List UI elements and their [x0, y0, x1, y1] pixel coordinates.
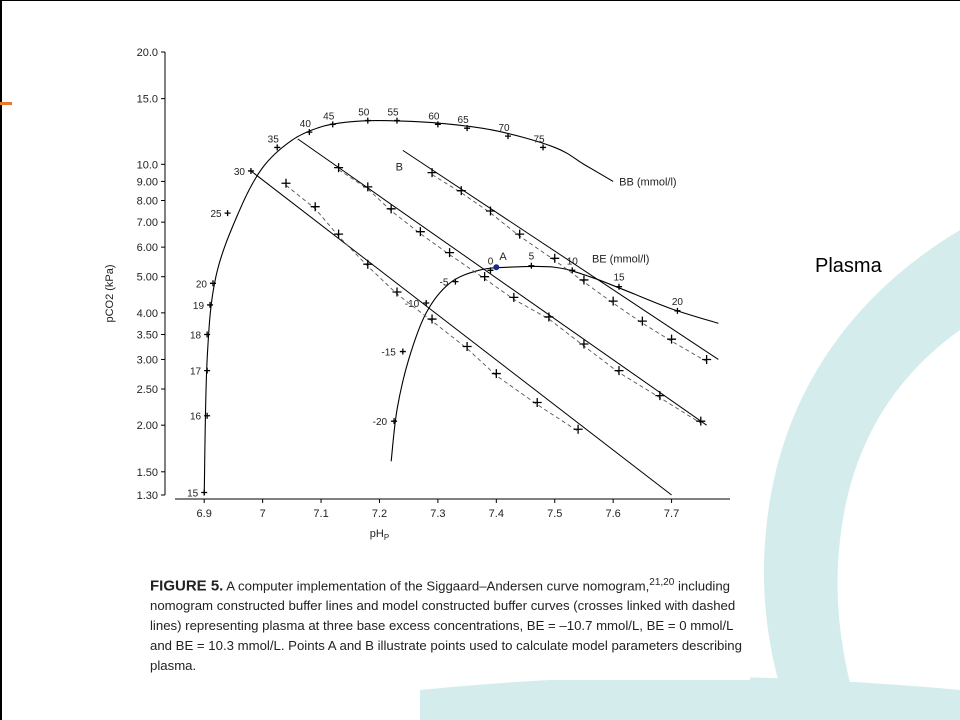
curve-tick-mark	[204, 368, 210, 374]
bb-curve-label: BB (mmol/l)	[619, 176, 677, 189]
y-tick-label: 3.00	[136, 354, 158, 367]
be-tick-label: -5	[439, 277, 449, 289]
model-cross	[463, 342, 472, 351]
model-cross	[282, 179, 291, 188]
model-buffer-curve	[286, 185, 578, 431]
bb-tick-label: 19	[192, 300, 205, 312]
model-cross	[509, 293, 518, 302]
be-tick-label: 10	[566, 256, 578, 268]
figure-number: FIGURE 5.	[150, 577, 224, 595]
model-cross	[387, 204, 396, 213]
model-cross	[579, 275, 588, 284]
model-cross	[311, 202, 320, 211]
y-tick-label: 3.50	[136, 329, 158, 342]
bb-tick-label: 55	[387, 107, 399, 119]
point-a-marker	[493, 264, 499, 270]
curve-tick-mark	[225, 210, 231, 216]
model-cross	[334, 163, 343, 172]
model-cross	[393, 287, 402, 296]
curve-tick-mark	[207, 302, 213, 308]
model-cross	[428, 315, 437, 324]
be-tick-label: 15	[613, 272, 625, 284]
y-tick-label: 15.0	[136, 93, 158, 106]
bb-tick-label: 30	[233, 166, 245, 178]
y-tick-label: 1.50	[136, 466, 158, 479]
x-axis-title	[370, 528, 389, 542]
y-tick-label: 1.30	[136, 490, 158, 502]
bb-tick-label: 70	[498, 123, 510, 135]
point-b-label: B	[395, 161, 403, 174]
be-curve	[391, 266, 718, 461]
model-cross	[609, 297, 618, 306]
figure	[90, 40, 750, 680]
bb-tick-label: 65	[457, 115, 469, 127]
model-cross	[667, 335, 676, 344]
x-tick-label: 7.4	[488, 508, 504, 520]
model-cross	[363, 260, 372, 269]
top-rule	[0, 0, 960, 1]
curve-tick-mark	[528, 263, 534, 269]
model-cross	[334, 230, 343, 239]
model-cross	[574, 425, 583, 434]
bb-tick-label: 18	[190, 330, 202, 342]
be-tick-label: -20	[372, 417, 388, 429]
bb-tick-label: 17	[190, 366, 202, 378]
x-tick-label: 6.9	[196, 508, 212, 520]
left-rule	[0, 0, 2, 720]
curve-tick-mark	[452, 279, 458, 285]
y-tick-label: 6.00	[136, 242, 158, 255]
x-tick-label: 7.5	[547, 508, 563, 520]
model-cross	[579, 340, 588, 349]
model-cross	[696, 417, 705, 426]
caption-text-2: including nomogram constructed buffer lines and model constructed buffer curves (crosses linked with dashed lines) representing plasma at three base excess concentrations, BE = –10.7 mmol/L, BE = 0 mmol/L and BE = 10.3 mmol/L. Points A and B illustrate points used to calculate model parameters describing plasma.	[150, 578, 742, 673]
nomogram-chart	[90, 40, 750, 560]
curve-tick-mark	[674, 308, 680, 314]
bb-tick-label: 75	[533, 134, 545, 146]
be-tick-label: 0	[487, 256, 494, 268]
model-cross	[445, 248, 454, 257]
bb-tick-label: 45	[323, 111, 335, 123]
curve-tick-mark	[569, 267, 575, 273]
be-tick-label: 20	[671, 296, 683, 308]
x-tick-label: 7	[259, 508, 266, 520]
model-cross	[486, 206, 495, 215]
y-tick-label: 9.00	[136, 176, 158, 189]
be-tick-label: -15	[381, 347, 396, 359]
y-tick-label: 2.00	[136, 420, 158, 433]
x-axis-title-sub: P	[383, 533, 390, 542]
caption-text-1: A computer implementation of the Siggaard–Andersen curve nomogram,	[223, 578, 650, 594]
model-cross	[515, 230, 524, 239]
y-tick-label: 2.50	[136, 384, 158, 397]
bb-tick-label: 15	[187, 488, 199, 500]
model-buffer-curve	[432, 175, 707, 362]
side-label: Plasma	[815, 255, 882, 277]
bb-tick-label: 60	[428, 111, 440, 123]
y-tick-label: 10.0	[136, 159, 158, 172]
y-tick-label: 5.00	[136, 271, 158, 284]
bb-tick-label: 35	[267, 134, 279, 146]
model-cross	[533, 398, 542, 407]
y-axis-title: pCO2 (kPa)	[104, 264, 116, 323]
curve-tick-mark	[423, 300, 429, 306]
y-tick-label: 20.0	[136, 47, 158, 59]
bb-tick-label: 40	[299, 119, 311, 131]
x-tick-label: 7.3	[430, 508, 446, 520]
model-cross	[638, 317, 647, 326]
caption-refs: 21,20	[649, 577, 675, 588]
curve-tick-mark	[201, 490, 207, 496]
model-cross	[492, 369, 501, 378]
x-axis-title-main: pH	[369, 528, 384, 540]
model-cross	[416, 227, 425, 236]
model-cross	[702, 355, 711, 364]
model-cross	[655, 391, 664, 400]
model-cross	[544, 312, 553, 321]
x-tick-label: 7.6	[605, 508, 621, 520]
model-cross	[480, 272, 489, 281]
accent-dash	[0, 102, 12, 105]
buffer-line	[251, 171, 672, 495]
y-tick-label: 4.00	[136, 307, 158, 320]
x-tick-label: 7.1	[313, 508, 329, 520]
model-cross	[428, 168, 437, 177]
be-tick-label: -10	[404, 299, 420, 311]
bb-tick-label: 16	[190, 411, 202, 423]
bb-tick-label: 25	[210, 209, 222, 221]
be-tick-label: 5	[528, 251, 535, 263]
y-tick-label: 7.00	[136, 217, 158, 230]
curve-tick-mark	[391, 418, 397, 424]
x-tick-label: 7.7	[663, 508, 680, 520]
model-cross	[615, 366, 624, 375]
bb-tick-label: 20	[195, 279, 207, 291]
be-curve-label: BE (mmol/l)	[591, 253, 650, 266]
x-tick-label: 7.2	[371, 508, 388, 520]
model-buffer-curve	[339, 170, 701, 424]
model-cross	[550, 254, 559, 263]
bb-tick-label: 50	[358, 107, 370, 119]
point-a-label: A	[499, 251, 507, 264]
figure-caption	[150, 573, 750, 675]
curve-tick-mark	[400, 349, 406, 355]
y-tick-label: 8.00	[136, 195, 158, 208]
